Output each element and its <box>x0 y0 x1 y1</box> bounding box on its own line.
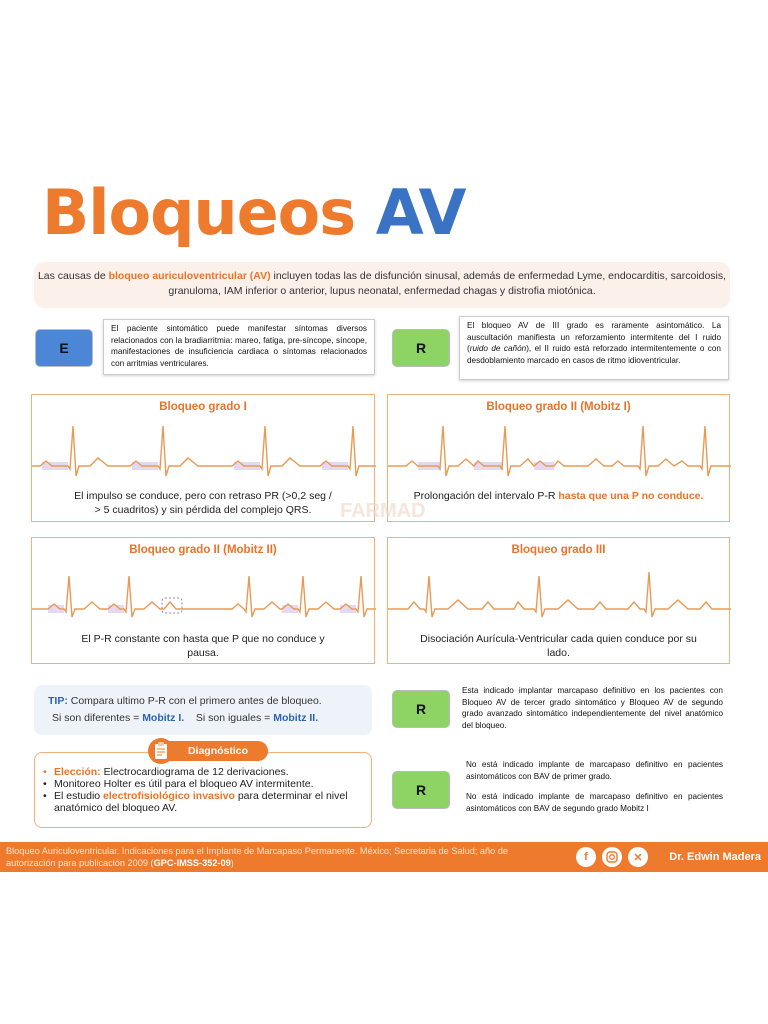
tip-mobitz2: Mobitz II. <box>273 712 319 724</box>
evidence-badge-e: E <box>35 329 93 367</box>
diag-item1-hl: Elección: <box>54 766 101 778</box>
clipboard-doctor-icon <box>146 737 176 765</box>
evidence-r3-note <box>459 756 730 826</box>
ecg-strip-grado-1 <box>32 421 376 491</box>
diag-item1-text: Electrocardiograma de 12 derivaciones. <box>100 766 289 778</box>
author-name: Dr. Edwin Madera <box>669 851 761 863</box>
tip-label: TIP: <box>48 695 68 707</box>
intro-box <box>34 262 730 308</box>
panel-mobitz-2 <box>31 537 375 664</box>
intro-post: incluyen todas las de disfunción sinusal, además de enfermedad Lyme, endocarditis, sarcoidosis, granuloma, IAM inferior o anterior, lupus neonatal, enfermedad chagas y distrofia miotónica. <box>168 270 727 297</box>
diagnostico-list <box>43 766 371 814</box>
panel-bloqueo-grado-1 <box>31 394 375 522</box>
intro-pre: Las causas de <box>37 270 109 282</box>
ecg-strip-mobitz-1 <box>388 421 731 491</box>
r1-text-pre: El bloqueo AV de III grado es raramente asintomático. La auscultación manifiesta un reforzamiento intermitente del I ruido ( <box>467 321 721 353</box>
evidence-badge-r1: R <box>392 329 450 367</box>
ref-code: GPC-IMSS-352-09 <box>153 857 231 868</box>
mobitz1-desc-pre: Prolongación del intervalo P-R <box>413 490 559 502</box>
r1-text-italic: ruido de cañón <box>469 344 527 353</box>
panel-bloqueo-grado-3 <box>387 537 730 664</box>
diag-item3-text: para determinar el nivel anatómico del bloqueo AV. <box>54 790 348 814</box>
r3-text-2: No está indicado implante de marcapaso definitivo en pacientes asintomáticos con BAV de segundo grado Mobitz I <box>466 792 723 813</box>
tip-line1-text: Compara ultimo P-R con el primero antes de bloqueo. <box>67 695 322 707</box>
evidence-badge-r3: R <box>392 771 450 809</box>
r3-text-1: No está indicado implante de marcapaso definitivo en pacientes asintomáticos con BAV de primer grado. <box>466 760 723 781</box>
title-part2: AV <box>375 176 466 249</box>
ecg-strip-mobitz-2 <box>32 564 376 634</box>
panel-mobitz-1 <box>387 394 730 522</box>
ref-text: Bloqueo Auriculoventricular. Indicaciones para el Implante de Marcapaso Permanente. México; Secretaria de Salud; año de autorización para publicación 2009 ( <box>6 846 509 868</box>
x-icon[interactable]: ✕ <box>628 847 648 867</box>
panel-desc-mobitz-2: El P-R constante con hasta que P que no conduce y pausa. <box>81 633 325 659</box>
diag-item2-text: Monitoreo Holter es útil para el bloqueo AV intermitente. <box>54 778 314 790</box>
ecg-strip-grado-3 <box>388 564 731 634</box>
panel-title-mobitz-1: Bloqueo grado II (Mobitz I) <box>486 401 631 413</box>
diagnostico-box <box>34 752 372 828</box>
panel-desc-grado-1: El impulso se conduce, pero con retraso PR (>0,2 seg / > 5 cuadritos) y sin pérdida del complejo QRS. <box>74 490 332 516</box>
watermark: FARMAD <box>340 500 426 522</box>
mobitz1-desc-hl: hasta que una P no conduce. <box>558 490 704 502</box>
panel-desc-grado-3: Disociación Aurícula-Ventricular cada quien conduce por su lado. <box>420 633 697 659</box>
tip-line2-b: Si son iguales = <box>195 712 274 724</box>
title-part1: Bloqueos <box>42 176 356 249</box>
r1-text-post: ), el II ruido está reforzado intermitentemente o con desdoblamiento marcado en casos de ritmo idioventricular. <box>467 344 721 365</box>
tip-mobitz1: Mobitz I. <box>142 712 185 724</box>
ref-end: ) <box>230 857 234 868</box>
facebook-icon[interactable]: f <box>576 847 596 867</box>
page-title <box>42 178 466 248</box>
panel-title-mobitz-2: Bloqueo grado II (Mobitz II) <box>129 544 277 556</box>
intro-highlight: bloqueo auriculoventricular (AV) <box>108 270 271 282</box>
panel-title-grado-1: Bloqueo grado I <box>159 401 247 413</box>
evidence-e-note: El paciente sintomático puede manifestar síntomas diversos relacionados con la bradiarritmia: mareo, fatiga, pre-síncope, síncope, manifestaciones de insuficiencia cardiaca o síntomas relacionados con arritmias ventriculares. <box>103 319 375 375</box>
tip-line-1 <box>48 693 372 710</box>
instagram-icon[interactable] <box>602 847 622 867</box>
tip-line2-a: Si son diferentes = <box>52 712 143 724</box>
diag-item3-pre: El estudio <box>54 790 104 802</box>
diag-item3-hl: electrofisiológico invasivo <box>103 790 235 802</box>
evidence-r1-note <box>459 316 729 380</box>
list-item: • Monitoreo Holter es útil para el bloqueo AV intermitente. <box>43 778 314 790</box>
footer-bar <box>0 842 768 872</box>
footer-reference <box>6 846 536 869</box>
list-item: • Elección: Electrocardiograma de 12 derivaciones. <box>43 766 289 778</box>
evidence-badge-r2: R <box>392 690 450 728</box>
panel-title-grado-3: Bloqueo grado III <box>511 544 606 556</box>
panel-desc-mobitz-1 <box>388 489 729 503</box>
tip-box <box>34 685 372 735</box>
diagnostico-badge: Diagnóstico <box>150 741 268 761</box>
evidence-r2-note: Esta indicado implantar marcapaso definitivo en los pacientes con Bloqueo AV de tercer grado sintomático y Bloqueo AV de segundo grado avanzado sintomático independientemente del nivel anatómico del bloqueo. <box>455 682 730 736</box>
tip-line-2 <box>48 710 372 727</box>
list-item: • El estudio electrofisiológico invasivo para determinar el nivel anatómico del bloqueo AV. <box>43 790 348 814</box>
